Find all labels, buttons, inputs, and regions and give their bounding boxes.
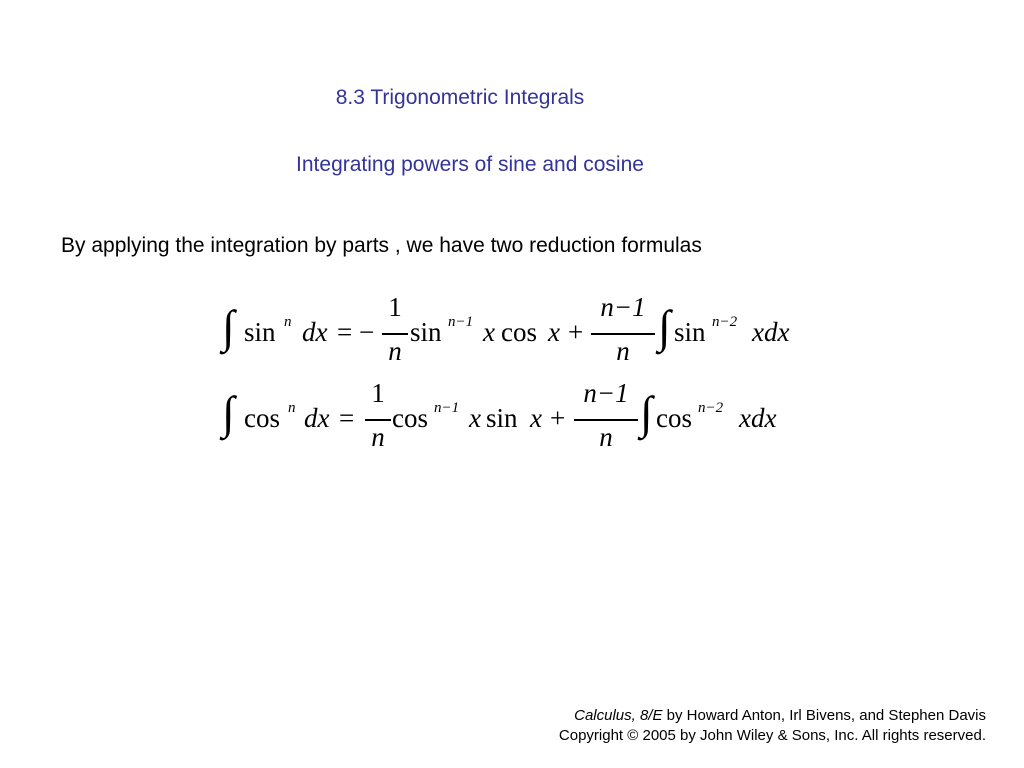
lhs-dx: dx [302,317,328,347]
fraction-bar [365,419,391,421]
copyright-line: Copyright © 2005 by John Wiley & Sons, Inc. All rights reserved. [558,727,986,744]
rhs-func: cos [656,403,692,433]
fraction-numerator: 1 [388,292,402,322]
slide-title: 8.3 Trigonometric Integrals [335,86,585,109]
fraction-bar [382,333,408,335]
integral-sign: ∫ [222,387,235,438]
term-sin: sin [486,403,518,433]
plus-sign: + [568,317,584,347]
term-cos: cos [501,317,537,347]
minus-sign: − [359,317,375,347]
fraction-bar [574,419,638,421]
fraction-denominator: n [599,422,613,452]
fraction-numerator: n−1 [600,292,646,322]
term-power: n−1 [434,400,460,416]
rhs-power: n−2 [712,314,738,330]
rhs-xdx: xdx [739,403,777,433]
term-x2: x [548,317,560,347]
equals-sign: = [337,317,353,347]
lhs-power: n [284,314,292,330]
slide-subtitle: Integrating powers of sine and cosine [296,153,644,176]
integral-sign: ∫ [222,301,235,352]
term-power: n−1 [448,314,474,330]
plus-sign: + [550,403,566,433]
copyright-footer [559,706,986,746]
fraction-bar [591,333,655,335]
equals-sign: = [339,403,355,433]
term-x2: x [530,403,542,433]
lhs-dx: dx [304,403,330,433]
lhs-func: cos [244,403,280,433]
rhs-xdx: xdx [752,317,790,347]
book-authors: by Howard Anton, Irl Bivens, and Stephen Davis [662,707,986,724]
integral-sign: ∫ [658,301,671,352]
fraction-denominator: n [371,422,385,452]
term-func: sin [410,317,442,347]
lhs-func: sin [244,317,276,347]
fraction-numerator: 1 [371,378,385,408]
fraction-numerator: n−1 [583,378,629,408]
rhs-func: sin [674,317,706,347]
term-func: cos [392,403,428,433]
body-text: By applying the integration by parts , we have two reduction formulas [61,234,702,257]
integral-sign: ∫ [640,387,653,438]
footer-credit-line [559,706,986,726]
fraction-denominator: n [388,336,402,366]
fraction-denominator: n [616,336,630,366]
book-title: Calculus, 8/E [574,707,663,724]
term-x: x [483,317,495,347]
lhs-power: n [288,400,296,416]
term-x: x [469,403,481,433]
rhs-power: n−2 [698,400,724,416]
